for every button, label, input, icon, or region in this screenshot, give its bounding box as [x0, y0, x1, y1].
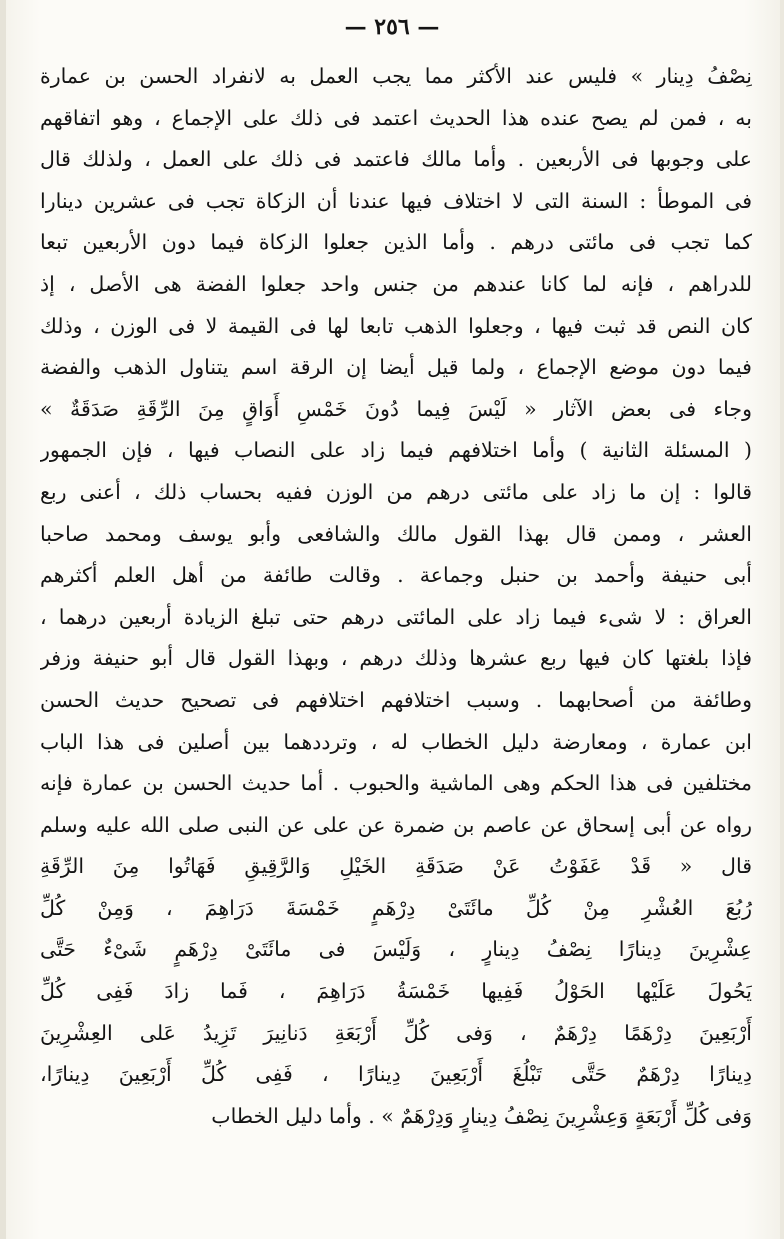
text-line: كان النص قد ثبت فيها ، وجعلوا الذهب تابعا لها فى القيمة لا فى الوزن ، وذلك [40, 313, 752, 338]
text-line: يَحُولَ عَلَيْها الحَوْلُ فَفِيها خَمْسَةُ دَرَاهِمَ ، فَما زادَ فَفِى كُلِّ [40, 979, 752, 1004]
text-line: على وجوبها فى الأربعين . وأما مالك فاعتمد فى ذلك على العمل ، ولذلك قال [40, 147, 752, 172]
text-line: فإذا بلغتها كان فيها ربع عشرها وذلك درهم ، وبهذا القول قال أبو حنيفة وزفر [40, 646, 752, 671]
text-line: دِينارًا دِرْهَمٌ حَتَّى تَبْلُغَ أَرْبَعِينَ دِينارًا ، فَفِى كُلِّ أَرْبَعِينَ دِينارًا، [40, 1062, 752, 1087]
text-line: ابن عمارة ، ومعارضة دليل الخطاب له ، وترددهما بين أصلين فى هذا الباب [40, 729, 752, 754]
text-line: به ، فمن لم يصح عنده هذا الحديث اعتمد فى ذلك على الإجماع ، وهو اتفاقهم [40, 105, 752, 130]
text-line: فيما دون موضع الإجماع ، ولما قيل أيضا إن الرقة اسم يتناول الذهب والفضة [40, 355, 752, 380]
text-line: للدراهم ، فإنه لما كانا عندهم من جنس واحد جعلوا الفضة هى الأصل ، إذ [40, 271, 752, 296]
text-line: وجاء فى بعض الآثار « لَيْسَ فِيما دُونَ خَمْسِ أَوَاقٍ مِنَ الرِّقَةِ صَدَقَةٌ » [40, 396, 752, 421]
text-line: العشر ، وممن قال بهذا القول مالك والشافعى وأبو يوسف ومحمد صاحبا [40, 521, 752, 546]
text-line: ( المسئلة الثانية ) وأما اختلافهم فيما زاد على النصاب فيها ، فإن الجمهور [40, 438, 752, 463]
text-line: عِشْرِينَ دِينارًا نِصْفُ دِينارٍ ، وَلَيْسَ فى مائَتَىْ دِرْهَمٍ شَىْءٌ حَتَّى [40, 937, 752, 962]
text-line: رواه عن أبى إسحاق عن عاصم بن ضمرة عن على عن النبى صلى الله عليه وسلم [40, 812, 752, 837]
text-line: فى الموطأ : السنة التى لا اختلاف فيها عندنا أن الزكاة تجب فى عشرين دينارا [40, 188, 752, 213]
page-edge-right [780, 0, 784, 1239]
page-number: — ٢٥٦ — [344, 14, 440, 40]
body-text [40, 56, 752, 1137]
text-line: أبى حنيفة وأحمد بن حنبل وجماعة . وقالت طائفة من أهل العلم أكثرهم [40, 563, 752, 588]
text-line: أَرْبَعِينَ دِرْهَمًا دِرْهَمٌ ، وَفى كُلِّ أَرْبَعَةِ دَنانِيرَ تَزِيدُ عَلى العِشْرِينَ [40, 1020, 752, 1045]
text-line: العراق : لا شىء فيما زاد على المائتى درهم حتى تبلغ الزيادة أربعين درهما ، [40, 604, 752, 629]
text-line: نِصْفُ دِينار » فليس عند الأكثر مما يجب العمل به لانفراد الحسن بن عمارة [40, 64, 752, 88]
text-line: قالوا : إن ما زاد على مائتى درهم من الوزن ففيه بحساب ذلك ، أعنى ربع [40, 479, 752, 504]
text-line: قال « قَدْ عَفَوْتُ عَنْ صَدَقَةِ الخَيْلِ وَالرَّقِيقِ فَهَاتُوا مِنَ الرِّقَةِ [40, 854, 752, 879]
text-line: مختلفين فى هذا الحكم وهى الماشية والحبوب . أما حديث الحسن بن عمارة فإنه [40, 771, 752, 796]
text-line: وَفى كُلِّ أَرْبَعَةٍ وَعِشْرِينَ نِصْفُ دِينارٍ وَدِرْهَمٌ » . وأما دليل الخطاب [211, 1103, 752, 1128]
text-line: وطائفة من أصحابهما . وسبب اختلافهم اختلافهم فى تصحيح حديث الحسن [40, 687, 752, 712]
text-line: كما تجب فى مائتى درهم . وأما الذين جعلوا الزكاة فيما دون الأربعين تبعا [40, 230, 752, 255]
text-line: رُبُعَ العُشْرِ مِنْ كُلِّ مائَتَىْ دِرْهَمٍ خَمْسَةَ دَرَاهِمَ ، وَمِنْ كُلِّ [40, 895, 752, 920]
page-edge-left [0, 0, 6, 1239]
